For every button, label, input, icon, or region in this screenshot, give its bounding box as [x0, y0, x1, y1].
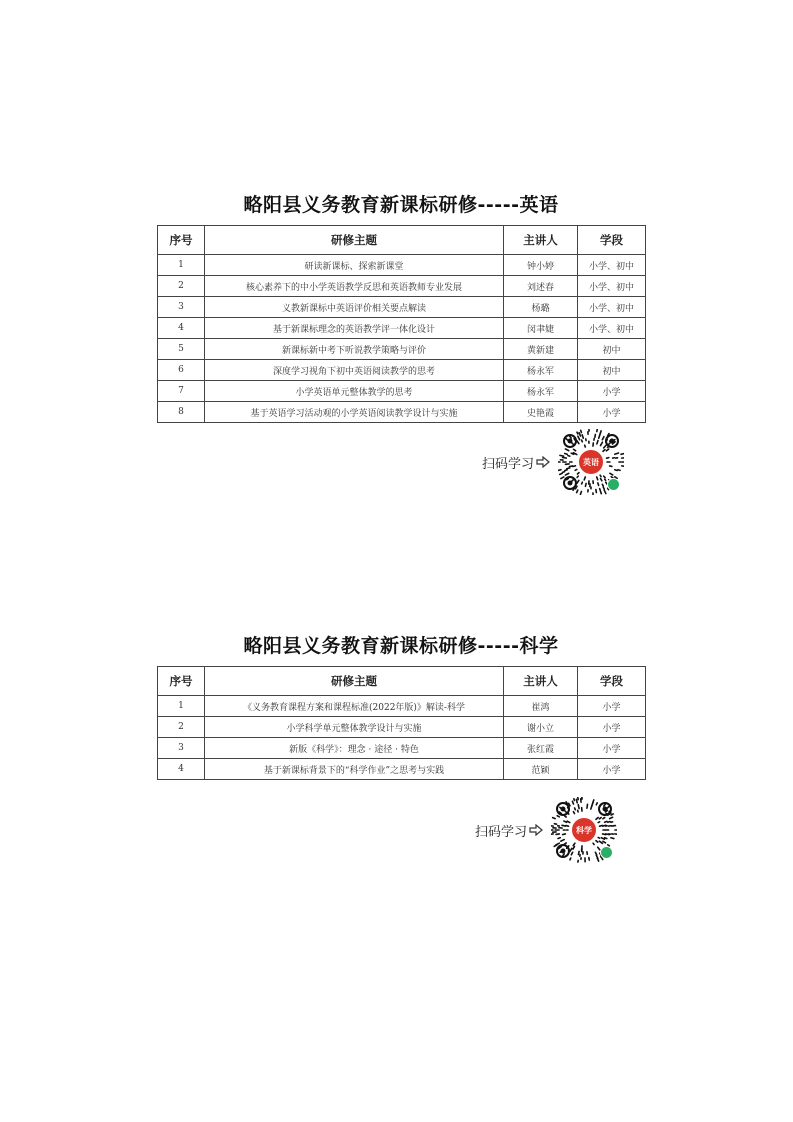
table-row [158, 255, 646, 276]
cell-stage: 初中 [578, 360, 646, 381]
cell-topic: 基于英语学习活动观的小学英语阅读教学设计与实施 [205, 402, 504, 423]
cell-no: 1 [158, 255, 205, 276]
english-qr-code[interactable] [558, 429, 624, 495]
arrow-right-icon [529, 824, 543, 836]
header-stage: 学段 [578, 667, 646, 696]
cell-stage: 小学 [578, 759, 646, 780]
header-speaker: 主讲人 [504, 226, 578, 255]
cell-speaker: 张红霞 [504, 738, 578, 759]
cell-no: 4 [158, 318, 205, 339]
cell-speaker: 钟小婷 [504, 255, 578, 276]
header-topic: 研修主题 [205, 226, 504, 255]
table-row [158, 297, 646, 318]
arrow-right-icon [536, 456, 550, 468]
table-row [158, 381, 646, 402]
science-title: 略阳县义务教育新课标研修-----科学 [243, 635, 559, 657]
table-row [158, 717, 646, 738]
english-table [157, 225, 646, 423]
cell-stage: 小学、初中 [578, 297, 646, 318]
science-scan-row [475, 797, 617, 863]
mini-program-icon [600, 846, 613, 859]
table-row [158, 759, 646, 780]
cell-speaker: 谢小立 [504, 717, 578, 738]
cell-speaker: 范颖 [504, 759, 578, 780]
qr-badge: 科学 [570, 816, 598, 844]
cell-no: 5 [158, 339, 205, 360]
english-title: 略阳县义务教育新课标研修-----英语 [243, 194, 559, 216]
cell-no: 4 [158, 759, 205, 780]
cell-topic: 基于新课标背景下的“科学作业”之思考与实践 [205, 759, 504, 780]
cell-topic: 新课标新中考下听说教学策略与评价 [205, 339, 504, 360]
cell-speaker: 黄新建 [504, 339, 578, 360]
cell-speaker: 史艳霞 [504, 402, 578, 423]
scan-label: 扫码学习 [475, 824, 528, 840]
cell-stage: 小学、初中 [578, 318, 646, 339]
cell-no: 7 [158, 381, 205, 402]
cell-stage: 小学 [578, 402, 646, 423]
cell-stage: 小学、初中 [578, 276, 646, 297]
cell-speaker: 杨永军 [504, 381, 578, 402]
cell-no: 1 [158, 696, 205, 717]
table-header-row [158, 667, 646, 696]
cell-speaker: 杨璐 [504, 297, 578, 318]
cell-stage: 小学 [578, 738, 646, 759]
cell-stage: 小学、初中 [578, 255, 646, 276]
header-stage: 学段 [578, 226, 646, 255]
cell-no: 6 [158, 360, 205, 381]
table-row [158, 738, 646, 759]
cell-speaker: 刘述春 [504, 276, 578, 297]
cell-no: 2 [158, 717, 205, 738]
cell-topic: 深度学习视角下初中英语阅读教学的思考 [205, 360, 504, 381]
table-row [158, 339, 646, 360]
header-no: 序号 [158, 226, 205, 255]
scan-label: 扫码学习 [482, 456, 535, 472]
cell-topic: 小学英语单元整体教学的思考 [205, 381, 504, 402]
cell-topic: 核心素养下的中小学英语教学反思和英语教师专业发展 [205, 276, 504, 297]
qr-badge: 英语 [577, 448, 605, 476]
cell-topic: 基于新课标理念的英语教学评一体化设计 [205, 318, 504, 339]
cell-topic: 研读新课标、探索新课堂 [205, 255, 504, 276]
cell-no: 3 [158, 297, 205, 318]
cell-speaker: 闵聿婕 [504, 318, 578, 339]
science-qr-code[interactable] [551, 797, 617, 863]
cell-speaker: 杨永军 [504, 360, 578, 381]
cell-no: 3 [158, 738, 205, 759]
table-header-row [158, 226, 646, 255]
cell-no: 2 [158, 276, 205, 297]
cell-stage: 小学 [578, 696, 646, 717]
cell-topic: 《义务教育课程方案和课程标准(2022年版)》解读-科学 [205, 696, 504, 717]
table-row [158, 696, 646, 717]
cell-speaker: 崔鸿 [504, 696, 578, 717]
cell-no: 8 [158, 402, 205, 423]
mini-program-icon [607, 478, 620, 491]
cell-topic: 小学科学单元整体教学设计与实施 [205, 717, 504, 738]
cell-stage: 小学 [578, 381, 646, 402]
cell-topic: 新版《科学》：理念 · 途径 · 特色 [205, 738, 504, 759]
cell-stage: 小学 [578, 717, 646, 738]
table-row [158, 276, 646, 297]
cell-topic: 义教新课标中英语评价相关要点解读 [205, 297, 504, 318]
header-no: 序号 [158, 667, 205, 696]
header-speaker: 主讲人 [504, 667, 578, 696]
science-table [157, 666, 646, 780]
table-row [158, 318, 646, 339]
table-row [158, 402, 646, 423]
table-row [158, 360, 646, 381]
cell-stage: 初中 [578, 339, 646, 360]
english-scan-row [482, 429, 624, 495]
header-topic: 研修主题 [205, 667, 504, 696]
